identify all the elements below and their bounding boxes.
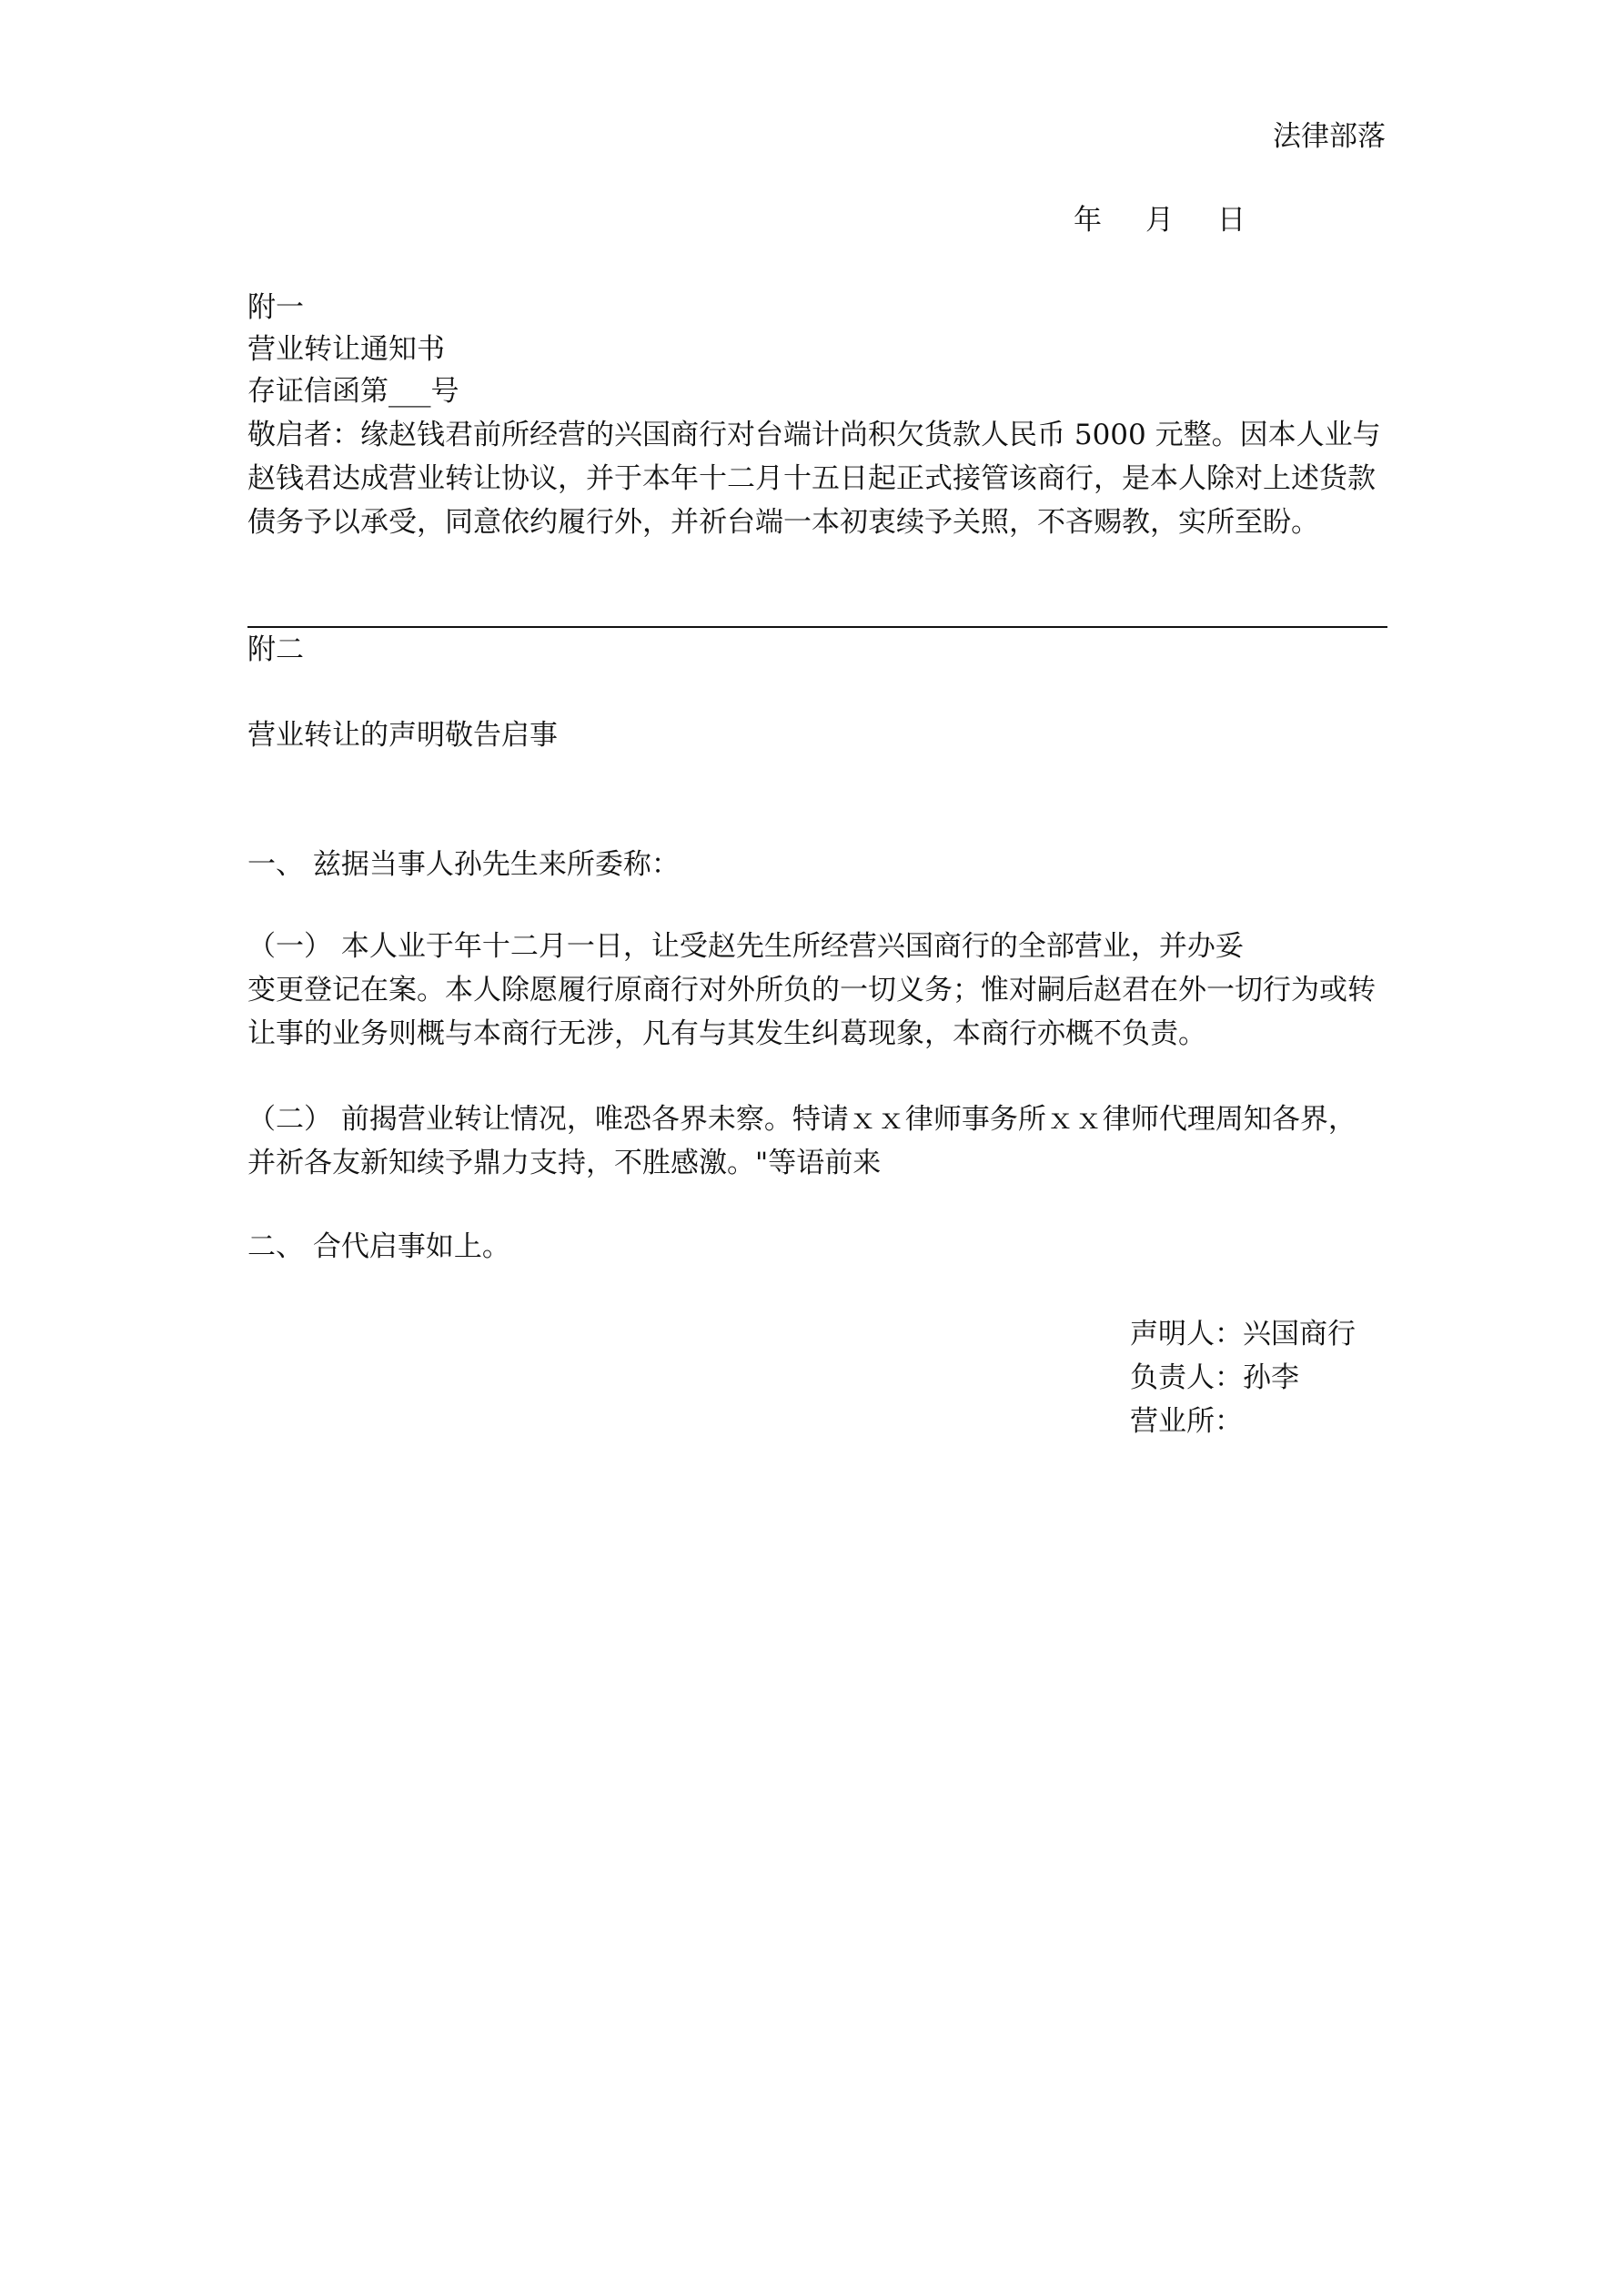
date-month: 月	[1145, 204, 1174, 237]
attachment-one-ref-no: 存证信函第___号	[247, 375, 459, 408]
sub-item-one-line: （一） 本人业于年十二月一日，让受赵先生所经营兴国商行的全部营业，并办妥	[247, 930, 1244, 963]
section-divider	[247, 626, 1387, 628]
sub-item-one-line: 变更登记在案。本人除愿履行原商行对外所负的一切义务；惟对嗣后赵君在外一切行为或转	[247, 974, 1376, 1006]
item-two: 二、 合代启事如上。	[247, 1230, 510, 1263]
attachment-one-body-line: 赵钱君达成营业转让协议，并于本年十二月十五日起正式接管该商行，是本人除对上述货款	[247, 462, 1376, 495]
attachment-one-title: 营业转让通知书	[247, 333, 445, 366]
signature-declarant: 声明人：兴国商行	[1130, 1318, 1356, 1350]
item-one: 一、 兹据当事人孙先生来所委称：	[247, 848, 680, 881]
signature-person-in-charge: 负责人：孙李	[1130, 1361, 1299, 1394]
attachment-one-label: 附一	[247, 291, 304, 324]
date-day: 日	[1217, 204, 1246, 237]
attachment-two-title: 营业转让的声明敬告启事	[247, 719, 558, 752]
sub-item-two-line: 并祈各友新知续予鼎力支持，不胜感激。"等语前来	[247, 1147, 882, 1179]
sub-item-two-line: （二） 前揭营业转让情况，唯恐各界未察。特请ｘｘ律师事务所ｘｘ律师代理周知各界，	[247, 1103, 1357, 1136]
header-org: 法律部落	[1273, 120, 1386, 153]
sub-item-one-line: 让事的业务则概与本商行无涉，凡有与其发生纠葛现象，本商行亦概不负责。	[247, 1017, 1206, 1050]
signature-business-location: 营业所：	[1130, 1405, 1243, 1438]
attachment-one-body-line: 敬启者：缘赵钱君前所经营的兴国商行对台端计尚积欠货款人民币 5000 元整。因本人业与	[247, 419, 1381, 451]
attachment-one-body-line: 债务予以承受，同意依约履行外，并祈台端一本初衷续予关照，不吝赐教，实所至盼。	[247, 506, 1319, 539]
date-year: 年	[1074, 204, 1102, 237]
attachment-two-label: 附二	[247, 633, 304, 666]
date-line	[1074, 202, 1289, 238]
